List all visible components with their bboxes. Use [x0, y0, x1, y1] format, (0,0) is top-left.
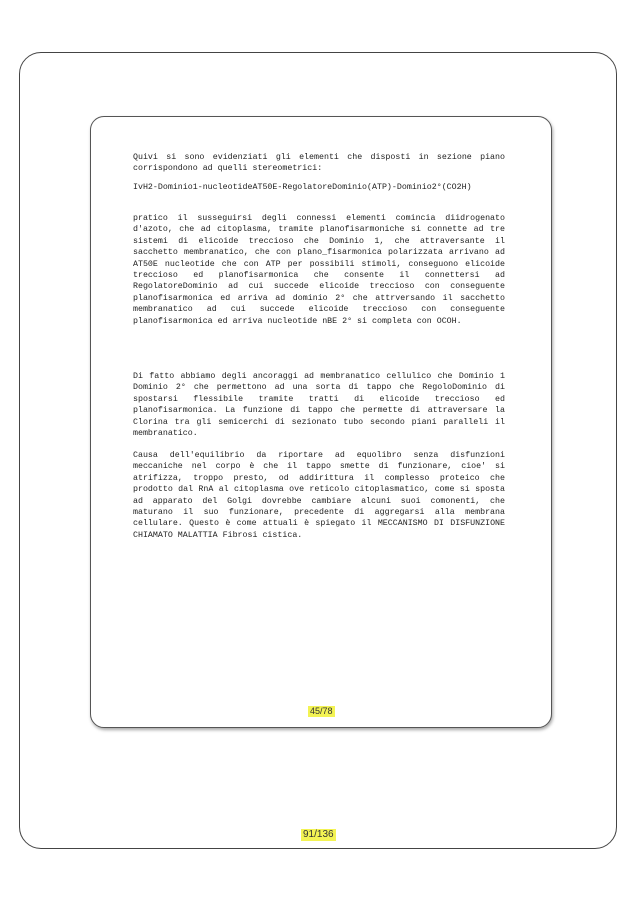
paragraph-2: Di fatto abbiamo degli ancoraggi ad membranatico cellulico che Dominio 1 Dominio 2° che permettono ad una sorta di tappo che RegoloDominio di spostarsi flessibile tramite tratti di elicoide treccioso ed planofisarmonica. La funzione di tappo che permette di attraversare la Clorina tra gli semicerchi di sezionato tubo secondo piani paralleli il membranatico.: [133, 372, 505, 439]
intro-text: Quivi si sono evidenziati gli elementi che disposti in sezione piano corrispondono ad quelli stereometrici:: [133, 153, 505, 174]
paragraph-1: pratico il susseguirsi degli connessi elementi comincia diidrogenato d'azoto, che ad citoplasma, tramite planofisarmoniche si connette ad tre sistemi di elicoide treccioso che Dominio 1, che attraversante il sacchetto membranatico, che con plano_fisarmonica polarizzata arrivano ad AT50E nucleotide che con ATP per possibili stimoli, conseguono elicoide treccioso ed planofisarmonica che consente il connettersi ad RegolatoreDominio ad cui succede elicoide treccioso con conseguente planofisarmonica ed arriva ad dominio 2° che attrversando il sacchetto membranatico ad cui succede elicoide treccioso con conseguente planofisarmonica ed arriva nucleotide nBE 2° si completa con OCOH.: [133, 214, 505, 326]
paragraph-3: Causa dell'equilibrio da riportare ad equolibro senza disfunzioni meccaniche nel corpo è che il tappo smette di funzionare, cioe' si atrifizza, troppo presto, od addirittura il complesso proteico che prodotto dal RnA al citoplasma ove reticolo citoplasmatico, come si sposta ad apparato del Golgi dovrebbe cambiare alcuni suoi comonenti, che maturano il suo funzionare, precedente di aggregarsi alla membrana cellulare. Questo è come attuali è spiegato il MECCANISMO DI DISFUNZIONE CHIAMATO MALATTIA Fibrosi cistica.: [133, 451, 505, 540]
formula-line: IvH2-Dominio1-nucleotideAT50E-RegolatoreDominio(ATP)-Dominio2°(CO2H): [133, 183, 472, 192]
inner-page-number: 45/78: [310, 706, 333, 716]
outer-page-number: 91/136: [303, 829, 334, 840]
